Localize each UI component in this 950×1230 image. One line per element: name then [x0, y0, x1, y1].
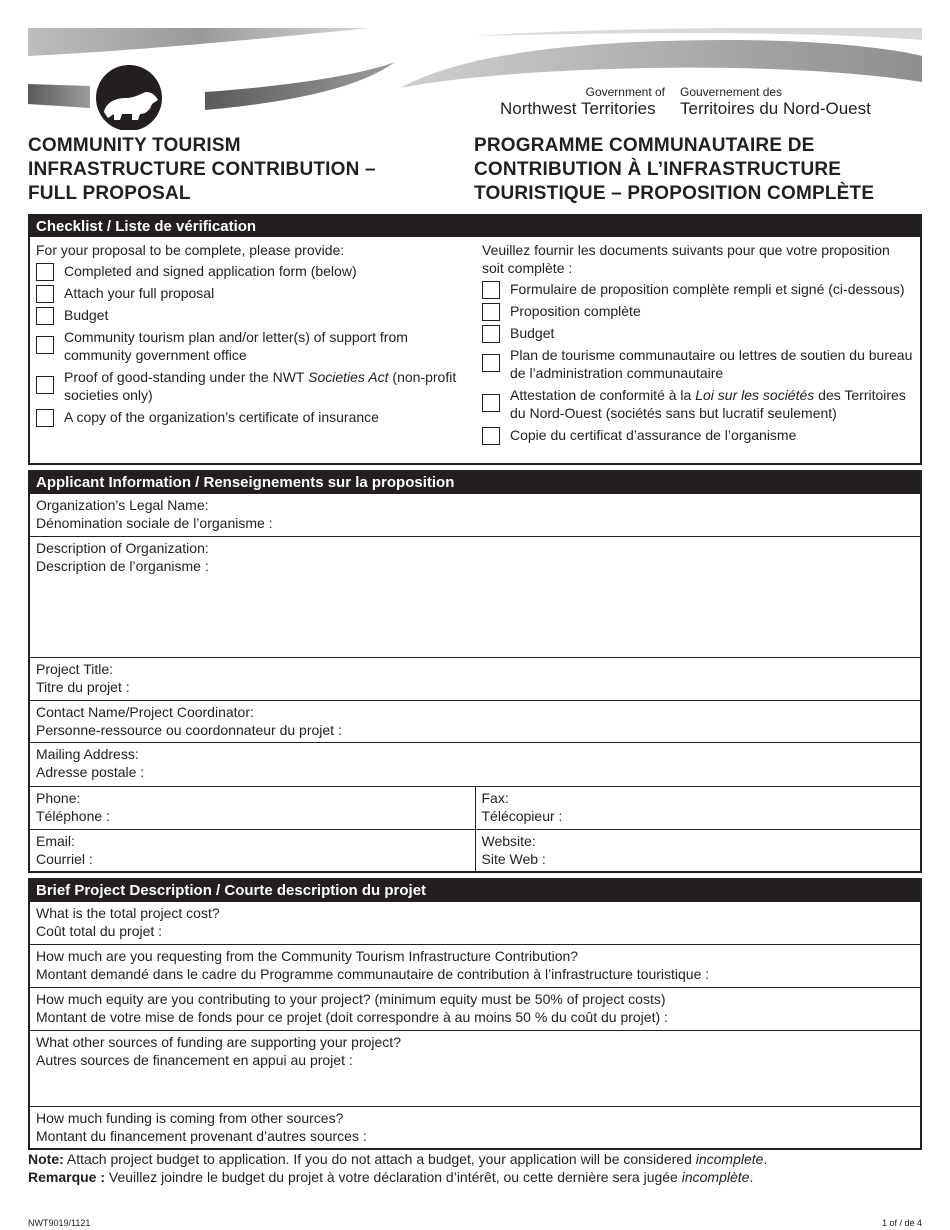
- checklist-label: Community tourism plan and/or letter(s) of support from: [64, 329, 408, 345]
- page-number: 1 of / de 4: [881, 1218, 922, 1228]
- checklist-label: Completed and signed application form (below): [64, 263, 357, 279]
- field-label: Montant demandé dans le cadre du Programme communautaire de contribution à l’infrastructure touristique :: [36, 966, 710, 982]
- checklist-item-fr: [482, 346, 918, 382]
- fax-field[interactable]: [475, 787, 921, 829]
- note-en: [28, 1150, 767, 1168]
- phone-field[interactable]: [30, 787, 475, 829]
- project-title-field[interactable]: [30, 657, 920, 700]
- checklist-item-en: [36, 284, 466, 302]
- title-fr-line: PROGRAMME COMMUNAUTAIRE DE: [474, 135, 815, 156]
- website-field[interactable]: [475, 830, 921, 871]
- applicant-section: [28, 470, 922, 873]
- project-section: [28, 878, 922, 1150]
- equity-field[interactable]: [30, 987, 920, 1030]
- field-label: Adresse postale :: [36, 764, 145, 780]
- field-label: Mailing Address:: [36, 746, 139, 762]
- checklist-en: [36, 241, 466, 430]
- checkbox[interactable]: [36, 263, 54, 281]
- checklist-label: Proof of good-standing under the NWT: [64, 369, 309, 385]
- gov-fr-small: Gouvernement des: [680, 85, 783, 99]
- title-en-line: COMMUNITY TOURISM: [28, 135, 241, 156]
- gov-fr-big: Territoires du Nord-Ouest: [680, 99, 871, 118]
- checkbox[interactable]: [36, 409, 54, 427]
- checklist-section: [28, 214, 922, 465]
- legal-name-field[interactable]: [30, 493, 920, 536]
- field-label: Montant du financement provenant d’autres sources :: [36, 1128, 367, 1144]
- other-amount-field[interactable]: [30, 1106, 920, 1148]
- checkbox[interactable]: [482, 303, 500, 321]
- checklist-label: du Nord-Ouest (sociétés sans but lucratif seulement): [510, 405, 837, 421]
- note-text: .: [749, 1169, 754, 1185]
- note-text: Attach project budget to application. If you do not attach a budget, your application will be considered: [63, 1151, 696, 1167]
- budget-note: [28, 1150, 767, 1186]
- checklist-item-en: [36, 328, 466, 364]
- checklist-label: de l’administration communautaire: [510, 365, 724, 381]
- checklist-heading: Checklist / Liste de vérification: [30, 216, 920, 237]
- form-code: NWT9019/1121: [28, 1218, 91, 1228]
- gov-en-big: Northwest Territories: [500, 99, 656, 118]
- checkbox[interactable]: [36, 285, 54, 303]
- societies-act-title: Societies Act: [308, 369, 389, 385]
- checklist-label: Proposition complète: [510, 303, 641, 319]
- note-text: Veuillez joindre le budget du projet à votre déclaration d’intérêt, ou cette dernière sera jugée: [105, 1169, 682, 1185]
- field-label: Description of Organization:: [36, 540, 209, 556]
- mailing-address-field[interactable]: [30, 742, 920, 786]
- other-sources-field[interactable]: [30, 1030, 920, 1106]
- field-label: Personne-ressource ou coordonnateur du projet :: [36, 722, 342, 738]
- field-label: Montant de votre mise de fonds pour ce projet (doit correspondre à au moins 50 % du coût du projet) :: [36, 1009, 668, 1025]
- checklist-label: community government office: [64, 347, 247, 363]
- checklist-item-en: [36, 262, 466, 280]
- title-en-line: FULL PROPOSAL: [28, 183, 191, 204]
- note-label: Note:: [28, 1151, 64, 1167]
- checklist-label: societies only): [64, 387, 153, 403]
- title-fr-line: TOURISTIQUE – PROPOSITION COMPLÈTE: [474, 183, 875, 204]
- title-en-line: INFRASTRUCTURE CONTRIBUTION –: [28, 159, 376, 180]
- title-en: [28, 134, 376, 206]
- checklist-item-fr: [482, 426, 918, 444]
- checkbox[interactable]: [482, 354, 500, 372]
- field-label: What is the total project cost?: [36, 905, 220, 921]
- checkbox[interactable]: [36, 336, 54, 354]
- field-label: Email:: [36, 833, 75, 849]
- requested-amount-field[interactable]: [30, 944, 920, 987]
- field-label: Titre du projet :: [36, 679, 130, 695]
- checklist-label: (non-profit: [388, 369, 457, 385]
- field-label: Télécopieur :: [481, 808, 563, 824]
- title-fr-line: CONTRIBUTION À L’INFRASTRUCTURE: [474, 159, 842, 180]
- note-label: Remarque :: [28, 1169, 106, 1185]
- field-label: Organization’s Legal Name:: [36, 497, 209, 513]
- checkbox[interactable]: [36, 307, 54, 325]
- field-label: Autres sources de financement en appui au projet :: [36, 1052, 353, 1068]
- checklist-intro-en: For your proposal to be complete, please provide:: [36, 242, 345, 258]
- gov-en-small: Government of: [585, 85, 665, 99]
- checklist-label: Formulaire de proposition complète rempli et signé (ci-dessous): [510, 281, 905, 297]
- checklist-intro-fr: [482, 241, 918, 277]
- note-emphasis: incomplete: [695, 1151, 764, 1167]
- note-text: .: [763, 1151, 768, 1167]
- field-label: How much are you requesting from the Community Tourism Infrastructure Contribution?: [36, 948, 579, 964]
- checklist-label: Budget: [64, 307, 109, 323]
- total-cost-field[interactable]: [30, 901, 920, 944]
- checklist-label: Copie du certificat d’assurance de l’organisme: [510, 427, 797, 443]
- field-label: Site Web :: [481, 851, 546, 867]
- field-label: Courriel :: [36, 851, 93, 867]
- field-label: Website:: [481, 833, 536, 849]
- gov-en-wordmark: [500, 86, 665, 119]
- title-fr: [474, 134, 874, 206]
- checkbox[interactable]: [36, 376, 54, 394]
- checklist-label: Budget: [510, 325, 555, 341]
- checklist-fr: [482, 241, 918, 448]
- gov-fr-wordmark: [680, 86, 871, 119]
- checklist-item-en: [36, 368, 466, 404]
- checklist-label: Plan de tourisme communautaire ou lettres de soutien du bureau: [510, 347, 913, 363]
- field-label: How much equity are you contributing to your project? (minimum equity must be 50% of project costs): [36, 991, 666, 1007]
- checklist-label: Attestation de conformité à la: [510, 387, 696, 403]
- checklist-item-fr: [482, 324, 918, 342]
- contact-field[interactable]: [30, 700, 920, 742]
- checklist-item-fr: [482, 302, 918, 320]
- field-label: Project Title:: [36, 661, 114, 677]
- field-label: What other sources of funding are supporting your project?: [36, 1034, 401, 1050]
- checklist-item-fr: [482, 386, 918, 422]
- checklist-label: Attach your full proposal: [64, 285, 215, 301]
- field-label: Contact Name/Project Coordinator:: [36, 704, 254, 720]
- field-label: Phone:: [36, 790, 81, 806]
- checkbox[interactable]: [482, 394, 500, 412]
- loi-societes-title: Loi sur les sociétés: [695, 387, 815, 403]
- checklist-label: des Territoires: [814, 387, 906, 403]
- checklist-item-en: [36, 306, 466, 324]
- field-label: Téléphone :: [36, 808, 110, 824]
- intro-line: Veuillez fournir les documents suivants pour que votre proposition: [482, 242, 890, 258]
- note-emphasis: incomplète: [681, 1169, 750, 1185]
- field-label: How much funding is coming from other sources?: [36, 1110, 344, 1126]
- checkbox[interactable]: [482, 281, 500, 299]
- checklist-item-fr: [482, 280, 918, 298]
- applicant-heading: Applicant Information / Renseignements sur la proposition: [30, 472, 920, 493]
- field-label: Description de l’organisme :: [36, 558, 209, 574]
- description-field[interactable]: [30, 536, 920, 657]
- field-label: Fax:: [481, 790, 509, 806]
- checklist-label: A copy of the organization’s certificate of insurance: [64, 409, 379, 425]
- email-field[interactable]: [30, 830, 475, 871]
- field-label: Dénomination sociale de l’organisme :: [36, 515, 273, 531]
- field-label: Coût total du projet :: [36, 923, 163, 939]
- note-fr: [28, 1168, 767, 1186]
- intro-line: soit complète :: [482, 260, 573, 276]
- nwt-bear-logo: [96, 65, 162, 130]
- project-heading: Brief Project Description / Courte description du projet: [30, 880, 920, 901]
- checkbox[interactable]: [482, 427, 500, 445]
- checkbox[interactable]: [482, 325, 500, 343]
- checklist-item-en: [36, 408, 466, 426]
